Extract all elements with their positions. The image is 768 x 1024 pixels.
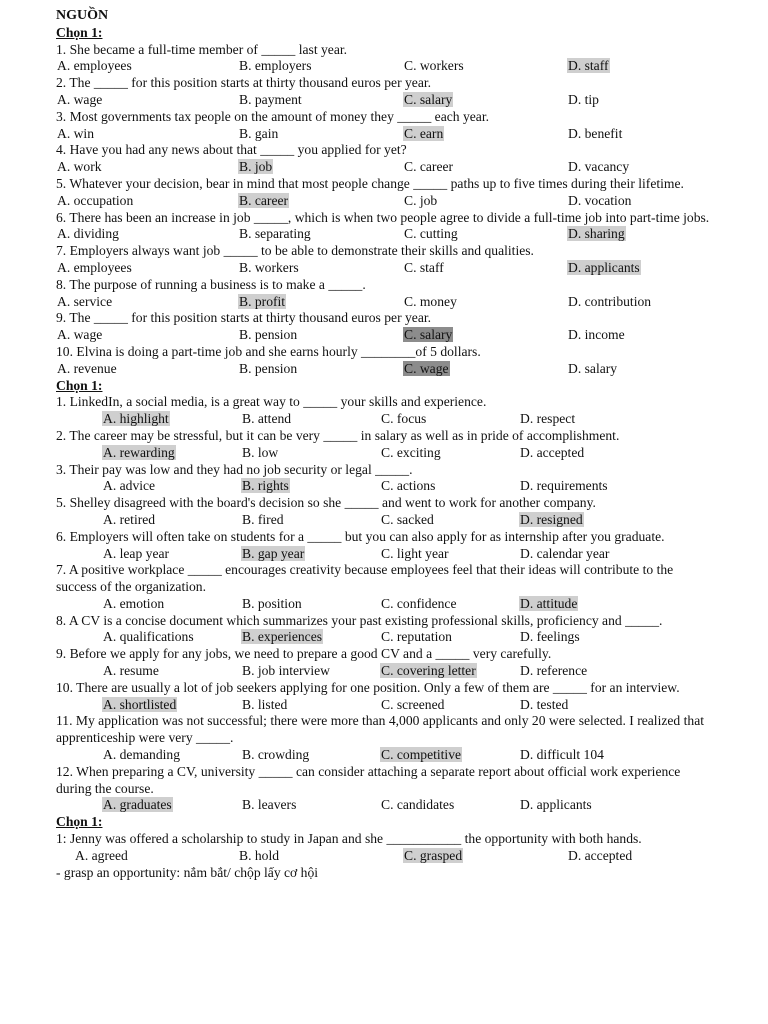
answer-option: [102, 596, 165, 613]
answer-option: [519, 663, 588, 680]
answer-option: [102, 478, 156, 495]
option-label: C. actions: [381, 478, 436, 494]
answer-option: [403, 193, 438, 210]
answer-option: [519, 697, 569, 714]
option-label: D. feelings: [520, 629, 580, 645]
answer-option: [238, 848, 280, 865]
option-label: B. listed: [242, 696, 288, 712]
section-title: Chọn 1:: [56, 814, 103, 830]
option-label: D. requirements: [520, 478, 608, 494]
answer-option: [56, 92, 103, 109]
answer-option: [56, 327, 103, 344]
answer-option: [102, 546, 170, 563]
answer-option: [241, 747, 310, 764]
answer-option: [238, 226, 312, 243]
option-label: B. crowding: [242, 747, 310, 763]
answer-option: [380, 478, 436, 495]
answer-option: [241, 697, 288, 714]
option-label: A. rewarding: [103, 444, 175, 460]
option-label: B. pension: [239, 327, 298, 343]
vocabulary-note: - grasp an opportunity: nắm bắt/ chộp lấy cơ hội: [56, 864, 319, 880]
answer-options: [56, 546, 716, 563]
answer-options: [56, 848, 716, 865]
section-title: Chọn 1:: [56, 377, 103, 393]
answer-options: [56, 260, 716, 277]
option-label: C. reputation: [381, 629, 452, 645]
answer-option: [238, 126, 279, 143]
answer-options: [56, 596, 716, 613]
answer-options: [56, 226, 716, 243]
answer-option: [56, 159, 103, 176]
answer-option: [238, 92, 303, 109]
option-label: B. separating: [239, 226, 311, 242]
option-label: C. money: [404, 293, 457, 309]
answer-option-highlighted: [380, 663, 477, 680]
option-label: D. salary: [568, 360, 618, 376]
option-label: A. demanding: [103, 747, 181, 763]
option-label: C. wage: [404, 360, 449, 376]
option-label: D. contribution: [568, 293, 652, 309]
answer-option: [403, 58, 465, 75]
option-label: B. job interview: [242, 663, 330, 679]
option-label: B. leavers: [242, 797, 297, 813]
option-label: B. job: [239, 159, 273, 175]
answer-option-highlighted: [403, 361, 450, 378]
document-page: [56, 8, 716, 881]
answer-option-highlighted: [241, 546, 305, 563]
question-text: 6. Employers will often take on students for a _____ but you can also apply for as internship after you graduate.: [56, 528, 665, 544]
answer-option-highlighted: [519, 596, 578, 613]
option-label: A. dividing: [57, 226, 119, 242]
answer-options: [56, 512, 716, 529]
answer-option: [56, 58, 133, 75]
answer-option: [56, 126, 95, 143]
answer-option: [380, 629, 453, 646]
answer-option-highlighted: [102, 411, 170, 428]
answer-option: [238, 260, 300, 277]
answer-option: [567, 92, 600, 109]
answer-options: [56, 193, 716, 210]
answer-option: [519, 546, 610, 563]
answer-option-highlighted: [380, 747, 462, 764]
answer-option: [380, 697, 445, 714]
option-label: B. pension: [239, 360, 298, 376]
answer-option: [380, 445, 442, 462]
answer-option-highlighted: [403, 126, 444, 143]
option-label: A. leap year: [103, 545, 170, 561]
answer-option: [241, 512, 285, 529]
answer-option: [567, 126, 623, 143]
question-text: 5. Shelley disagreed with the board's decision so she _____ and went to work for another company.: [56, 495, 596, 511]
answer-option: [519, 629, 581, 646]
answer-options: [56, 697, 716, 714]
option-label: D. resigned: [520, 511, 583, 527]
answer-options: [56, 478, 716, 495]
option-label: C. candidates: [381, 797, 455, 813]
option-label: B. workers: [239, 259, 299, 275]
answer-option-highlighted: [567, 260, 641, 277]
document-heading: NGUỒN: [56, 8, 109, 23]
answer-option-highlighted: [241, 478, 290, 495]
question-text: 5. Whatever your decision, bear in mind that most people change _____ paths up to five times during their lifetime.: [56, 175, 684, 191]
answer-options: [56, 663, 716, 680]
option-label: C. salary: [404, 327, 453, 343]
option-label: A. resume: [103, 663, 159, 679]
answer-option-highlighted: [403, 848, 463, 865]
answer-option: [403, 294, 458, 311]
answer-option: [380, 797, 455, 814]
question-text: 10. There are usually a lot of job seekers applying for one position. Only a few of them are _____ for an interview.: [56, 679, 680, 695]
question-text: 9. Before we apply for any jobs, we need to prepare a good CV and a _____ very carefully.: [56, 646, 552, 662]
answer-option-highlighted: [567, 226, 626, 243]
option-label: A. occupation: [57, 192, 134, 208]
answer-options: [56, 58, 716, 75]
answer-option: [519, 797, 593, 814]
option-label: B. low: [242, 444, 279, 460]
option-label: D. vocation: [568, 192, 632, 208]
option-label: B. experiences: [242, 629, 323, 645]
question-text: 3. Their pay was low and they had no job security or legal _____.: [56, 461, 413, 477]
option-label: B. gain: [239, 125, 279, 141]
question-text: 4. Have you had any news about that _____ you applied for yet?: [56, 142, 407, 158]
question-text: 8. The purpose of running a business is to make a _____.: [56, 276, 366, 292]
option-label: C. staff: [404, 259, 444, 275]
option-label: D. accepted: [568, 847, 633, 863]
answer-option: [241, 445, 279, 462]
option-label: A. revenue: [57, 360, 117, 376]
answer-option-highlighted: [102, 797, 173, 814]
option-label: A. advice: [103, 478, 156, 494]
answer-option-highlighted: [102, 445, 176, 462]
answer-option: [519, 747, 605, 764]
option-label: D. income: [568, 327, 625, 343]
answer-option-highlighted: [403, 92, 453, 109]
answer-option: [567, 361, 618, 378]
answer-option: [102, 629, 195, 646]
option-label: B. payment: [239, 91, 302, 107]
section-1: [56, 25, 716, 378]
option-label: D. applicants: [520, 797, 592, 813]
option-label: A. graduates: [103, 797, 172, 813]
question-text: 10. Elvina is doing a part-time job and she earns hourly ________of 5 dollars.: [56, 343, 481, 359]
option-label: C. light year: [381, 545, 449, 561]
option-label: B. rights: [242, 478, 289, 494]
question-text: 3. Most governments tax people on the amount of money they _____ each year.: [56, 108, 490, 124]
answer-option: [102, 512, 156, 529]
answer-options: [56, 92, 716, 109]
answer-options: [56, 294, 716, 311]
option-label: C. grasped: [404, 847, 463, 863]
option-label: C. job: [404, 192, 438, 208]
answer-option: [56, 260, 133, 277]
option-label: D. accepted: [520, 444, 585, 460]
question-text: 7. Employers always want job _____ to be able to demonstrate their skills and qualities.: [56, 243, 534, 259]
option-label: A. win: [57, 125, 95, 141]
answer-option: [519, 411, 576, 428]
option-label: A. work: [57, 159, 102, 175]
option-label: A. employees: [57, 259, 132, 275]
question-text: 11. My application was not successful; there were more than 4,000 applicants and only 20 were selected. I realized that apprenticeship were very _____.: [56, 713, 704, 746]
answer-option: [567, 294, 652, 311]
option-label: A. wage: [57, 327, 103, 343]
answer-option: [56, 226, 120, 243]
answer-option: [380, 596, 458, 613]
option-label: D. respect: [520, 411, 576, 427]
answer-option: [567, 159, 630, 176]
option-label: B. profit: [239, 293, 286, 309]
option-label: C. screened: [381, 696, 445, 712]
answer-options: [56, 361, 716, 378]
question-text: 8. A CV is a concise document which summarizes your past existing professional skills, proficiency and _____.: [56, 612, 663, 628]
option-label: A. qualifications: [103, 629, 194, 645]
answer-option-highlighted: [519, 512, 584, 529]
option-label: D. difficult 104: [520, 747, 604, 763]
answer-option: [567, 193, 632, 210]
option-label: A. retired: [103, 511, 156, 527]
answer-options: [56, 445, 716, 462]
answer-option-highlighted: [238, 294, 286, 311]
answer-option-highlighted: [567, 58, 610, 75]
answer-option: [241, 663, 331, 680]
answer-options: [56, 797, 716, 814]
question-text: 12. When preparing a CV, university _____ can consider attaching a separate report about official work experience during the course.: [56, 763, 681, 796]
answer-option: [56, 294, 113, 311]
answer-option: [380, 512, 435, 529]
option-label: A. service: [57, 293, 113, 309]
answer-option-highlighted: [238, 193, 289, 210]
option-label: C. exciting: [381, 444, 441, 460]
answer-option: [238, 361, 298, 378]
answer-option: [519, 445, 585, 462]
option-label: D. reference: [520, 663, 588, 679]
sections-container: [56, 25, 716, 882]
answer-option: [380, 546, 450, 563]
answer-option: [403, 226, 459, 243]
answer-option: [241, 797, 297, 814]
section-3: [56, 814, 716, 881]
section-title: Chọn 1:: [56, 24, 103, 40]
option-label: A. highlight: [103, 411, 169, 427]
option-label: B. position: [242, 595, 302, 611]
option-label: D. tested: [520, 696, 569, 712]
answer-options: [56, 411, 716, 428]
option-label: A. wage: [57, 91, 103, 107]
question-text: 9. The _____ for this position starts at thirty thousand euros per year.: [56, 310, 432, 326]
option-label: D. staff: [568, 58, 609, 74]
question-text: 7. A positive workplace _____ encourages creativity because employees feel that their ideas will contribute to the success of the organization.: [56, 562, 674, 595]
answer-option: [241, 411, 292, 428]
answer-option: [238, 58, 313, 75]
question-text: 1. She became a full-time member of _____ last year.: [56, 41, 348, 57]
answer-option: [56, 193, 134, 210]
answer-option-highlighted: [403, 327, 453, 344]
option-label: A. agreed: [75, 847, 128, 863]
option-label: A. employees: [57, 58, 132, 74]
option-label: C. earn: [404, 125, 444, 141]
section-2: [56, 378, 716, 815]
option-label: B. career: [239, 192, 289, 208]
question-text: 1: Jenny was offered a scholarship to study in Japan and she ___________ the opportunity with both hands.: [56, 831, 642, 847]
option-label: D. applicants: [568, 259, 640, 275]
answer-options: [56, 159, 716, 176]
option-label: D. vacancy: [568, 159, 630, 175]
answer-options: [56, 629, 716, 646]
option-label: A. shortlisted: [103, 696, 177, 712]
option-label: C. workers: [404, 58, 464, 74]
answer-option: [241, 596, 303, 613]
answer-option: [238, 327, 298, 344]
option-label: B. employers: [239, 58, 312, 74]
option-label: B. attend: [242, 411, 292, 427]
option-label: C. covering letter: [381, 663, 476, 679]
option-label: D. calendar year: [520, 545, 610, 561]
option-label: C. focus: [381, 411, 427, 427]
answer-option-highlighted: [241, 629, 323, 646]
answer-option: [56, 361, 118, 378]
option-label: D. benefit: [568, 125, 623, 141]
question-text: 2. The career may be stressful, but it can be very _____ in salary as well as in pride of accomplishment.: [56, 427, 620, 443]
option-label: D. sharing: [568, 226, 625, 242]
answer-options: [56, 747, 716, 764]
question-text: 6. There has been an increase in job _____, which is when two people agree to divide a full-time job into part-time jobs.: [56, 209, 710, 225]
answer-options: [56, 327, 716, 344]
answer-option: [403, 159, 454, 176]
answer-option: [380, 411, 427, 428]
option-label: B. gap year: [242, 545, 305, 561]
answer-option-highlighted: [238, 159, 273, 176]
option-label: C. sacked: [381, 511, 434, 527]
option-label: A. emotion: [103, 595, 165, 611]
question-text: 2. The _____ for this position starts at thirty thousand euros per year.: [56, 75, 432, 91]
option-label: D. tip: [568, 91, 599, 107]
answer-option: [102, 747, 181, 764]
answer-option: [567, 327, 626, 344]
option-label: B. hold: [239, 847, 280, 863]
answer-option: [567, 848, 633, 865]
option-label: C. competitive: [381, 747, 462, 763]
answer-option-highlighted: [102, 697, 177, 714]
answer-options: [56, 126, 716, 143]
option-label: C. salary: [404, 91, 453, 107]
question-text: 1. LinkedIn, a social media, is a great way to _____ your skills and experience.: [56, 394, 487, 410]
option-label: B. fired: [242, 511, 284, 527]
answer-option: [102, 663, 160, 680]
answer-option: [403, 260, 445, 277]
option-label: C. cutting: [404, 226, 458, 242]
option-label: C. confidence: [381, 595, 457, 611]
answer-option: [519, 478, 609, 495]
option-label: D. attitude: [520, 595, 578, 611]
option-label: C. career: [404, 159, 454, 175]
answer-option: [74, 848, 129, 865]
